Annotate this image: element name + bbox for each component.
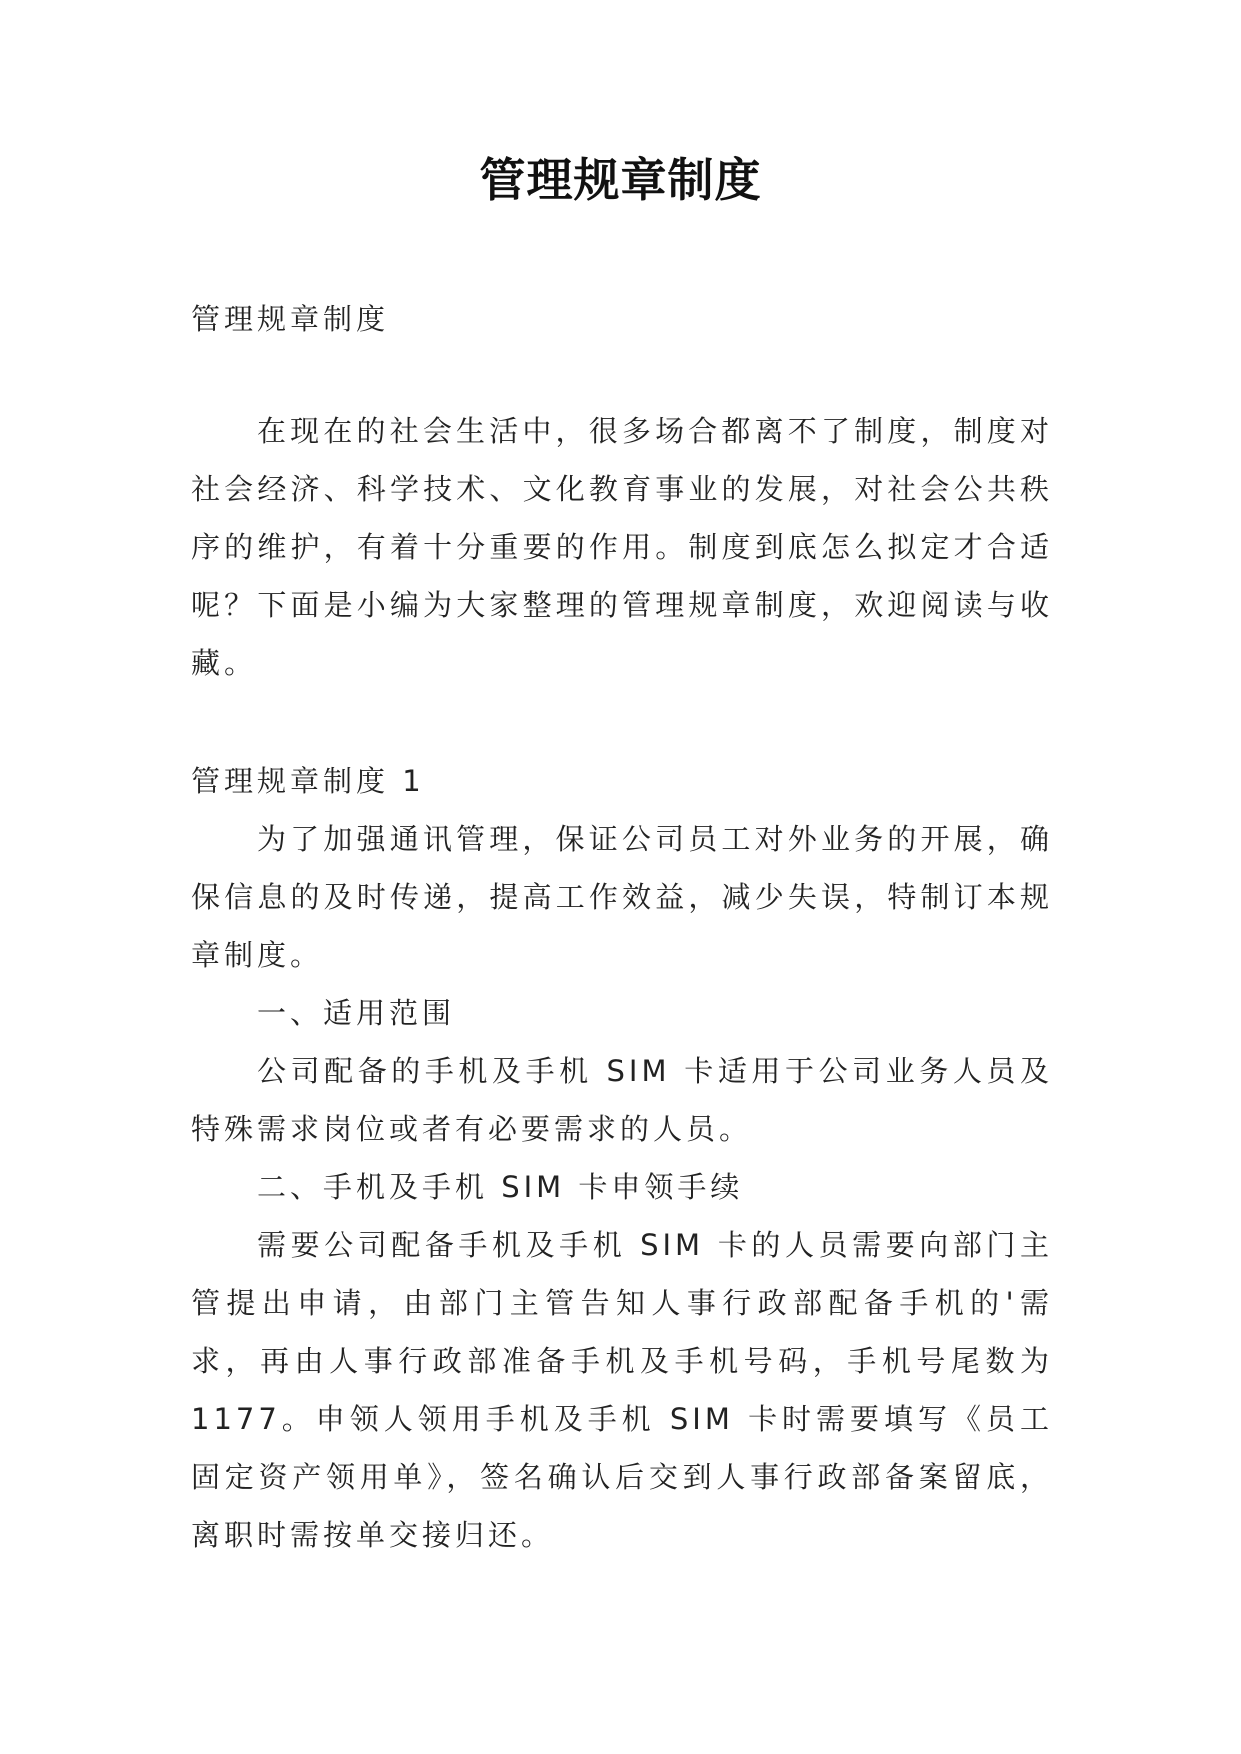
item-2-text: 需要公司配备手机及手机 SIM 卡的人员需要向部门主管提出申请，由部门主管告知人事行政部配备手机的'需求，再由人事行政部准备手机及手机号码，手机号尾数为 1177。申领人领用手机及手机 SIM 卡时需要填写《员工固定资产领用单》，签名确认后交到人事行政部备案留底，离职时需按单交接归还。	[191, 1228, 1053, 1552]
item-2-title: 二、手机及手机 SIM 卡申领手续	[257, 1170, 744, 1204]
intro-paragraph: 在现在的社会生活中，很多场合都离不了制度，制度对社会经济、科学技术、文化教育事业的发展，对社会公共秩序的维护，有着十分重要的作用。制度到底怎么拟定才合适呢？下面是小编为大家整理的管理规章制度，欢迎阅读与收藏。	[191, 414, 1053, 680]
section-1	[191, 752, 1053, 1564]
section-1-paragraph-1: 为了加强通讯管理，保证公司员工对外业务的开展，确保信息的及时传递，提高工作效益，减少失误，特制订本规章制度。	[191, 822, 1053, 972]
document-title: 管理规章制度	[479, 153, 762, 207]
heading-text: 管理规章制度	[191, 302, 390, 336]
section-1-heading: 管理规章制度 1	[191, 764, 425, 798]
item-1-title: 一、适用范围	[257, 996, 456, 1030]
item-1-text: 公司配备的手机及手机 SIM 卡适用于公司业务人员及特殊需求岗位或者有必要需求的人员。	[191, 1054, 1053, 1146]
document-heading	[191, 290, 1053, 348]
intro-block	[191, 402, 1053, 692]
